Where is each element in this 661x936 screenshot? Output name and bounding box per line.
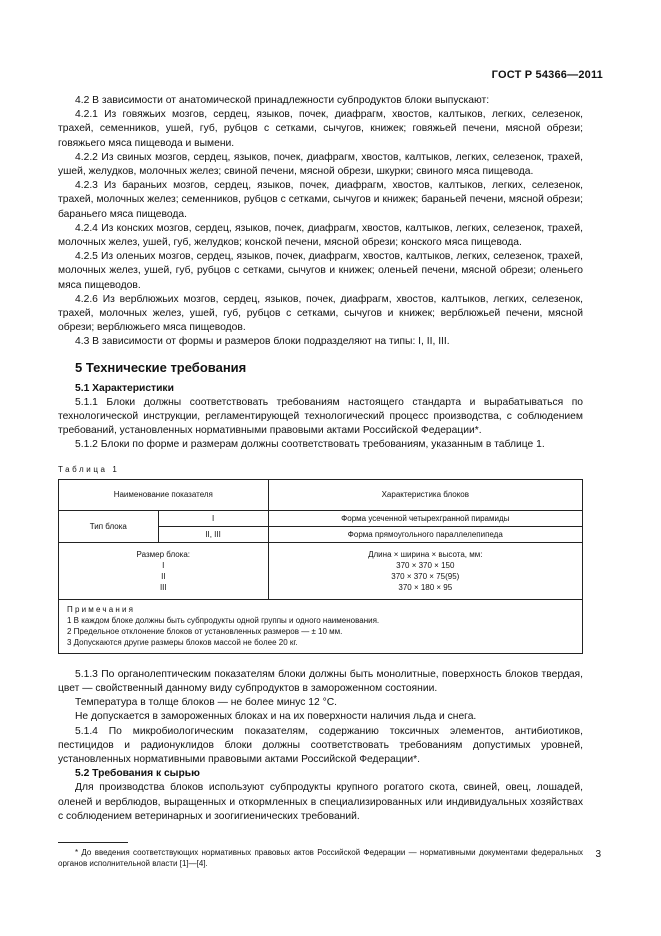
- paragraph-5-1-1: 5.1.1 Блоки должны соответствовать требованиям настоящего стандарта и вырабатываться по технологической инструкции, регламентирующей технологический процесс производства, с соблюдением требований, установленных нормативными правовыми актами Российской Федерации*.: [58, 396, 583, 437]
- table-header-indicator: Наименование показателя: [59, 479, 269, 510]
- size-header: Длина × ширина × высота, мм:: [368, 549, 483, 559]
- size-item: I: [162, 560, 165, 570]
- note-item: 2 Предельное отклонение блоков от установленных размеров — ± 10 мм.: [67, 627, 343, 637]
- table-1: [58, 479, 583, 600]
- size-value: 370 × 180 × 95: [398, 582, 453, 592]
- note-item: 3 Допускаются другие размеры блоков массой не более 20 кг.: [67, 638, 298, 648]
- paragraph-5-2: Для производства блоков используют субпродукты крупного рогатого скота, свиней, овец, лошадей, оленей и верблюдов, выращенных и откормленных в специализированных или индивидуальных хозяйствах с соблюдением ветеринарных и зоогигиенических требований.: [58, 782, 583, 822]
- type-value-cell: Форма прямоугольного параллелепипеда: [268, 526, 582, 542]
- table-notes: [58, 600, 583, 654]
- size-value-cell: [268, 542, 582, 599]
- table-header-row: [59, 479, 583, 510]
- size-label-cell: [59, 542, 269, 599]
- paragraph-no-ice: Не допускается в замороженных блоках и на их поверхности наличия льда и снега.: [75, 711, 477, 723]
- type-value-cell: Форма усеченной четырехгранной пирамиды: [268, 510, 582, 526]
- table-row: [59, 510, 583, 526]
- table-caption: Таблица 1: [58, 464, 120, 474]
- footnote: * До введения соответствующих нормативных правовых актов Российской Федерации — нормативными документами федеральных органов исполнительной власти [1]—[4].: [58, 847, 583, 869]
- paragraph-4-2: 4.2 В зависимости от анатомической принадлежности субпродуктов блоки выпускают:: [75, 95, 490, 106]
- paragraph-5-1-4: 5.1.4 По микробиологическим показателям, содержанию токсичных элементов, антибиотиков, пестицидов и радионуклидов блоки должны соответствовать требованиям допустимых уровней, установленных нормативными правовыми актами Российской Федерации*.: [58, 725, 583, 765]
- document-body: [58, 94, 583, 870]
- paragraph-4-2-4: 4.2.4 Из конских мозгов, сердец, языков, почек, диафрагм, хвостов, калтыков, легких, селезенок, трахей, молочных желез, ушей, губ, желудков; конской печени, мясной обрези; конского мяса пищевода.: [58, 222, 583, 249]
- paragraph-4-2-2: 4.2.2 Из свиных мозгов, сердец, языков, почек, диафрагм, хвостов, калтыков, легких, селезенок, трахей, ушей, желудков, молочных желез; свиной печени, мясной обрези, шкурки; свиного мяса пищевода.: [58, 151, 583, 178]
- size-label: Размер блока:: [136, 549, 191, 559]
- note-item: 1 В каждом блоке должны быть субпродукты одной группы и одного наименования.: [67, 616, 380, 626]
- page-number: 3: [595, 849, 601, 860]
- paragraph-4-2-6: 4.2.6 Из верблюжьих мозгов, сердец, языков, почек, диафрагм, хвостов, калтыков, легких, селезенок, трахей, молочных желез, ушей, губ, рубцов с сетками, сычугов и книжек; верблюжьей печени, мясной обрези; верблюжьего мяса пищеводов.: [58, 293, 583, 334]
- type-sub-cell: II, III: [158, 526, 268, 542]
- table-header-characteristic: Характеристика блоков: [268, 479, 582, 510]
- paragraph-5-1-2: 5.1.2 Блоки по форме и размерам должны соответствовать требованиям, указанным в таблице 1.: [75, 439, 545, 451]
- size-value: 370 × 370 × 75(95): [391, 571, 460, 581]
- size-item: II: [161, 571, 166, 581]
- size-item: III: [159, 582, 167, 592]
- notes-title: Примечания: [67, 604, 136, 614]
- document-header: ГОСТ Р 54366—2011: [491, 69, 603, 81]
- table-row: [59, 542, 583, 599]
- type-label-cell: Тип блока: [59, 510, 159, 542]
- size-value: 370 × 370 × 150: [396, 560, 455, 570]
- paragraph-4-2-3: 4.2.3 Из бараньих мозгов, сердец, языков, почек, диафрагм, хвостов, калтыков, легких, селезенок, трахей, молочных желез; семенников, рубцов с сетками, сычугов и книжек; бараньей печени, мясной обрези; бараньего мяса пищевода.: [58, 180, 583, 220]
- paragraph-5-1-3: 5.1.3 По органолептическим показателям блоки должны быть монолитные, поверхность блоков твердая, цвет — свойственный данному виду субпродуктов в замороженном состоянии.: [58, 668, 583, 694]
- subsection-5-1-title: 5.1 Характеристики: [75, 382, 174, 394]
- section-5-title: 5 Технические требования: [75, 359, 247, 375]
- paragraph-4-2-1: 4.2.1 Из говяжьих мозгов, сердец, языков, почек, диафрагм, хвостов, калтыков, легких, селезенок, трахей, семенников, ушей, губ, рубцов с сетками, сычугов, книжек; говяжьей печени, мясной обрези; говяжьего мяса пищевода и вымени.: [58, 109, 583, 149]
- paragraph-4-3: 4.3 В зависимости от формы и размеров блоки подразделяют на типы: I, II, III.: [75, 336, 450, 348]
- paragraph-4-2-5: 4.2.5 Из оленьих мозгов, сердец, языков, почек, диафрагм, хвостов, калтыков, легких, селезенок, трахей, молочных желез, ушей, губ, рубцов с сетками, сычугов и книжек; оленьей печени, мясной обрези; оленьего мяса пищеводов.: [58, 251, 583, 291]
- subsection-5-2-title: 5.2 Требования к сырью: [75, 768, 200, 780]
- footnote-divider: [58, 842, 128, 843]
- type-sub-cell: I: [158, 510, 268, 526]
- paragraph-temperature: Температура в толще блоков — не более минус 12 °С.: [75, 697, 338, 709]
